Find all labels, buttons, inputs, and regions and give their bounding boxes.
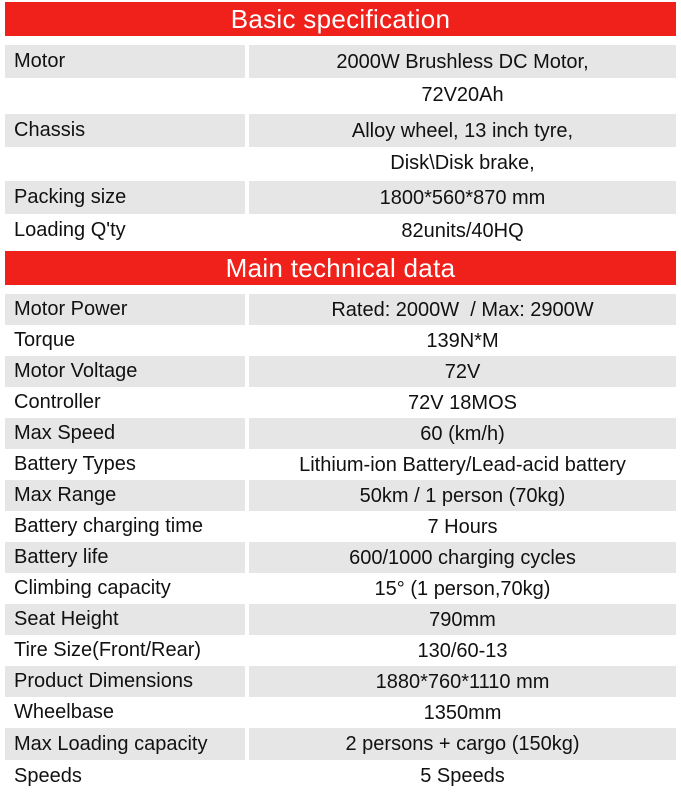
basic-row-chassis-cont — [5, 147, 676, 178]
row-label: Battery life — [5, 542, 245, 573]
tech-row — [5, 604, 676, 635]
row-label: Motor Power — [5, 294, 245, 325]
basic-spec-header: Basic specification — [5, 2, 676, 36]
row-label: Max Range — [5, 480, 245, 511]
row-value: 139N*M — [426, 329, 499, 352]
row-value: 60 (km/h) — [249, 418, 676, 449]
row-label: Climbing capacity — [14, 577, 171, 599]
row-label: Packing size — [5, 181, 245, 214]
basic-row-packing — [5, 181, 676, 214]
row-label: Controller — [14, 391, 101, 413]
tech-row — [5, 542, 676, 573]
row-label: Motor Voltage — [5, 356, 245, 387]
row-label: Battery charging time — [14, 515, 203, 537]
tech-row — [5, 449, 676, 480]
tech-row — [5, 325, 676, 356]
row-label: Max Loading capacity — [5, 728, 245, 760]
row-value: 7 Hours — [427, 515, 498, 538]
tech-row — [5, 728, 676, 760]
tech-row — [5, 635, 676, 666]
tech-row — [5, 356, 676, 387]
tech-row — [5, 418, 676, 449]
row-value-line2: 72V20Ah — [421, 83, 504, 106]
row-value: 5 Speeds — [420, 765, 505, 787]
row-value: 82units/40HQ — [401, 219, 524, 242]
row-value: 1800*560*870 mm — [249, 181, 676, 214]
row-value: Lithium-ion Battery/Lead-acid battery — [299, 453, 626, 476]
row-value: 130/60-13 — [417, 639, 508, 662]
tech-row — [5, 387, 676, 418]
tech-row — [5, 573, 676, 604]
basic-row-motor-cont — [5, 78, 676, 111]
row-label: Wheelbase — [14, 701, 115, 723]
tech-row — [5, 480, 676, 511]
row-value: 2 persons + cargo (150kg) — [249, 728, 676, 760]
row-value: 600/1000 charging cycles — [249, 542, 676, 573]
row-label: Battery Types — [14, 453, 136, 475]
basic-row-chassis — [5, 114, 676, 147]
basic-row-motor — [5, 45, 676, 78]
row-label: Max Speed — [5, 418, 245, 449]
technical-data-header: Main technical data — [5, 251, 676, 285]
row-value: 72V 18MOS — [408, 391, 517, 414]
tech-row — [5, 511, 676, 542]
tech-row — [5, 697, 676, 728]
tech-row — [5, 294, 676, 325]
row-label: Motor — [5, 45, 245, 78]
row-label: Speeds — [14, 764, 82, 787]
row-label: Chassis — [5, 114, 245, 147]
row-value: 50km / 1 person (70kg) — [249, 480, 676, 511]
basic-row-loading — [5, 214, 676, 247]
row-value: Rated: 2000W / Max: 2900W — [249, 294, 676, 325]
row-value: 1350mm — [423, 701, 502, 724]
row-value: 72V — [249, 356, 676, 387]
row-value: 15° (1 person,70kg) — [374, 577, 551, 600]
row-label: Torque — [14, 329, 76, 351]
row-label: Product Dimensions — [5, 666, 245, 697]
row-value-line1: 2000W Brushless DC Motor, — [249, 45, 676, 78]
row-value: 790mm — [249, 604, 676, 635]
row-label: Loading Q'ty — [14, 219, 126, 241]
row-value: 1880*760*1110 mm — [249, 666, 676, 697]
row-value-line2: Disk\Disk brake, — [390, 151, 535, 174]
tech-row — [5, 666, 676, 697]
tech-row — [5, 760, 676, 792]
row-label: Tire Size(Front/Rear) — [14, 639, 202, 661]
row-value-line1: Alloy wheel, 13 inch tyre, — [249, 114, 676, 147]
row-label: Seat Height — [5, 604, 245, 635]
